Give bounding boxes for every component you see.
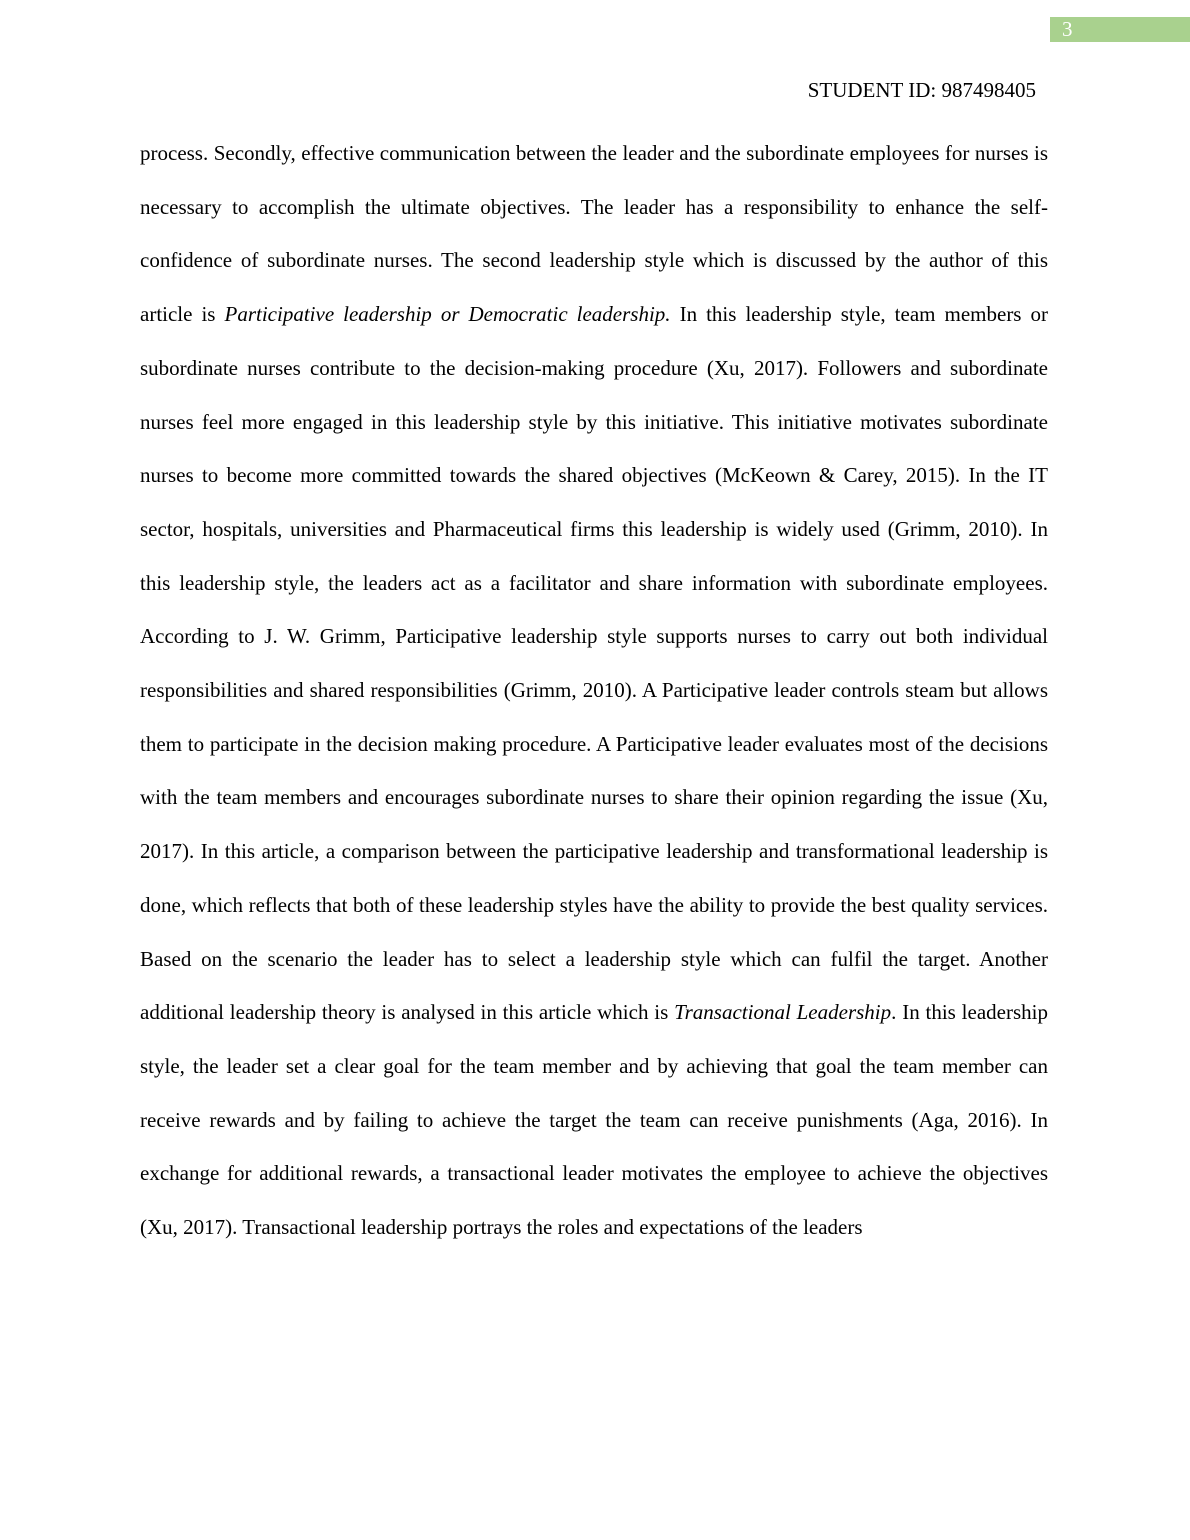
student-id-header: STUDENT ID: 987498405 bbox=[807, 78, 1036, 102]
italic-term-participative-leadership: Participative leadership or Democratic leadership. bbox=[224, 302, 671, 327]
page-number: 3 bbox=[1062, 17, 1073, 41]
italic-term-transactional-leadership: Transactional Leadership bbox=[674, 1000, 892, 1025]
page-number-bar bbox=[1050, 17, 1190, 42]
body-segment-3: . In this leadership style, the leader set a clear goal for the team member and by achieving that goal the team member can receive rewards and by failing to achieve the target the team can receive punishments (Aga, 2016). In exchange for additional rewards, a transactional leader motivates the employee to achieve the objectives (Xu, 2017). Transactional leadership portrays the roles and expectations of the leaders bbox=[140, 1000, 1048, 1240]
body-segment-1: process. Secondly, effective communication between the leader and the subordinate employees for nurses is necessary to accomplish the ultimate objectives. The leader has a responsibility to enhance the self-confidence of subordinate nurses. The second leadership style which is discussed by the author of this article is bbox=[140, 141, 1048, 327]
body-paragraph bbox=[140, 127, 1048, 1255]
body-segment-2: In this leadership style, team members or subordinate nurses contribute to the decision-making procedure (Xu, 2017). Followers and subordinate nurses feel more engaged in this leadership style by this initiative. This initiative motivates subordinate nurses to become more committed towards the shared objectives (McKeown & Carey, 2015). In the IT sector, hospitals, universities and Pharmaceutical firms this leadership is widely used (Grimm, 2010). In this leadership style, the leaders act as a facilitator and share information with subordinate employees. According to J. W. Grimm, Participative leadership style supports nurses to carry out both individual responsibilities and shared responsibilities (Grimm, 2010). A Participative leader controls steam but allows them to participate in the decision making procedure. A Participative leader evaluates most of the decisions with the team members and encourages subordinate nurses to share their opinion regarding the issue (Xu, 2017). In this article, a comparison between the participative leadership and transformational leadership is done, which reflects that both of these leadership styles have the ability to provide the best quality services. Based on the scenario the leader has to select a leadership style which can fulfil the target. Another additional leadership theory is analysed in this article which is bbox=[140, 302, 1048, 1025]
body-text bbox=[140, 127, 1048, 1255]
